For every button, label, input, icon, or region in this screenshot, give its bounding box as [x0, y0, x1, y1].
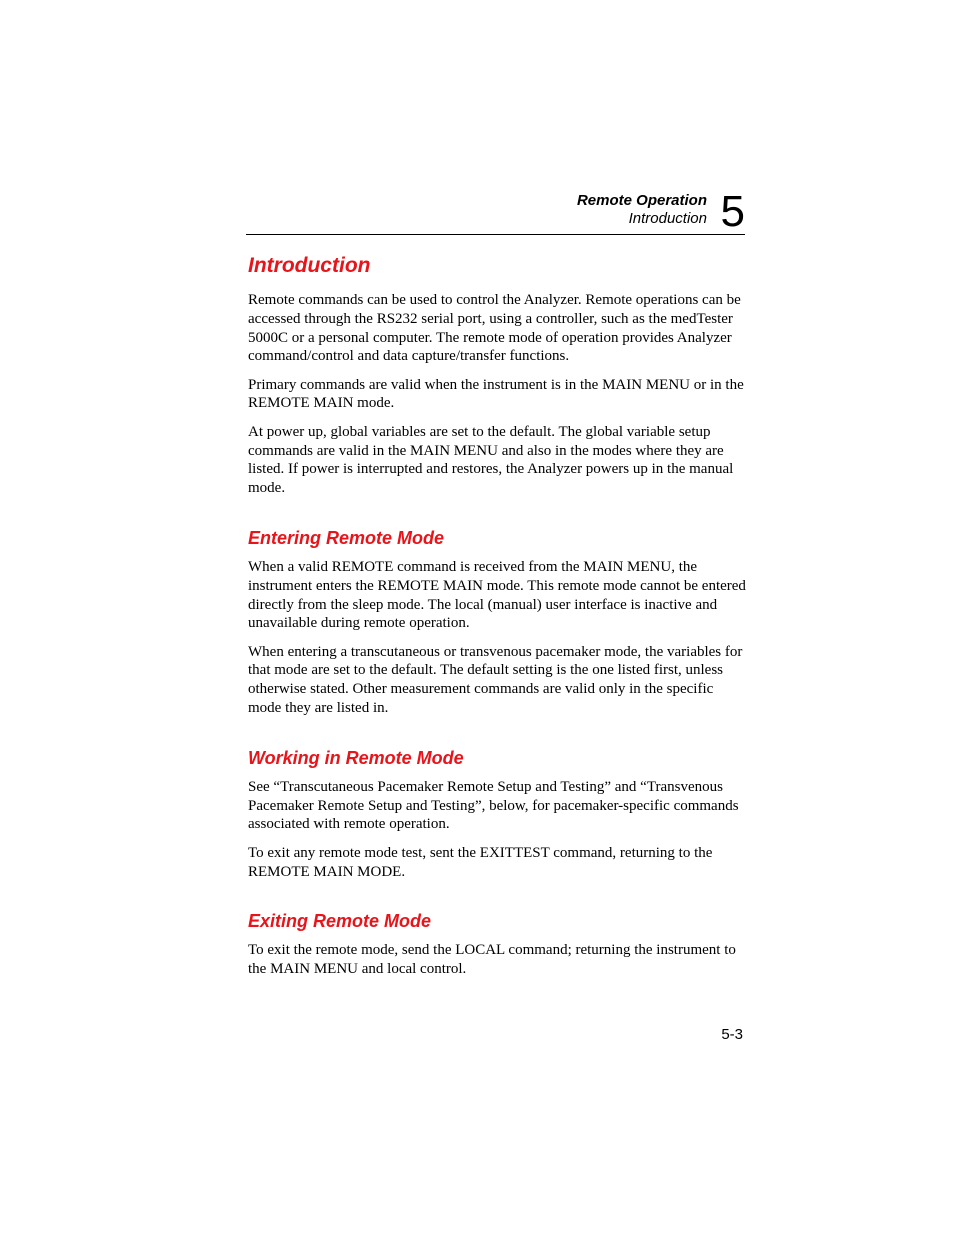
- paragraph: At power up, global variables are set to the default. The global variable setup commands are valid in the MAIN MENU and also in the modes where they are listed. If power is interrupted and restores, the Analyzer powers up in the manual mode.: [248, 423, 734, 497]
- chapter-number: 5: [720, 187, 745, 236]
- paragraph: To exit any remote mode test, sent the EXITTEST command, returning to the REMOTE MAIN MODE.: [248, 844, 713, 880]
- paragraph: See “Transcutaneous Pacemaker Remote Setup and Testing” and “Transvenous Pacemaker Remote Setup and Testing”, below, for pacemaker-specific commands associated with remote operation.: [248, 778, 739, 833]
- header-text: [577, 192, 707, 228]
- page-number: 5-3: [721, 1026, 743, 1043]
- heading-entering-remote-mode: Entering Remote Mode: [248, 527, 445, 548]
- paragraph: Remote commands can be used to control the Analyzer. Remote operations can be accessed through the RS232 serial port, using a controller, such as the medTester 5000C or a personal computer. The remote mode of operation provides Analyzer command/control and data capture/transfer functions.: [248, 292, 741, 365]
- paragraph: When entering a transcutaneous or transvenous pacemaker mode, the variables for that mode are set to the default. The default setting is the one listed first, unless otherwise stated. Other measurement commands are valid only in the specific mode they are listed in.: [248, 643, 743, 717]
- section-title: Introduction: [628, 210, 707, 227]
- heading-exiting-remote-mode: Exiting Remote Mode: [248, 911, 432, 932]
- page-content: [248, 252, 746, 988]
- paragraph: Primary commands are valid when the instrument is in the MAIN MENU or in the REMOTE MAIN mode.: [248, 376, 744, 412]
- running-header: [246, 187, 745, 236]
- heading-working-in-remote-mode: Working in Remote Mode: [248, 747, 464, 768]
- paragraph: To exit the remote mode, send the LOCAL command; returning the instrument to the MAIN MENU and local control.: [248, 942, 736, 978]
- heading-introduction: Introduction: [248, 254, 371, 277]
- paragraph: When a valid REMOTE command is received from the MAIN MENU, the instrument enters the REMOTE MAIN mode. This remote mode cannot be entered directly from the sleep mode. The local (manual) user interface is inactive and unavailable during remote operation.: [248, 558, 746, 632]
- chapter-title: Remote Operation: [576, 192, 707, 209]
